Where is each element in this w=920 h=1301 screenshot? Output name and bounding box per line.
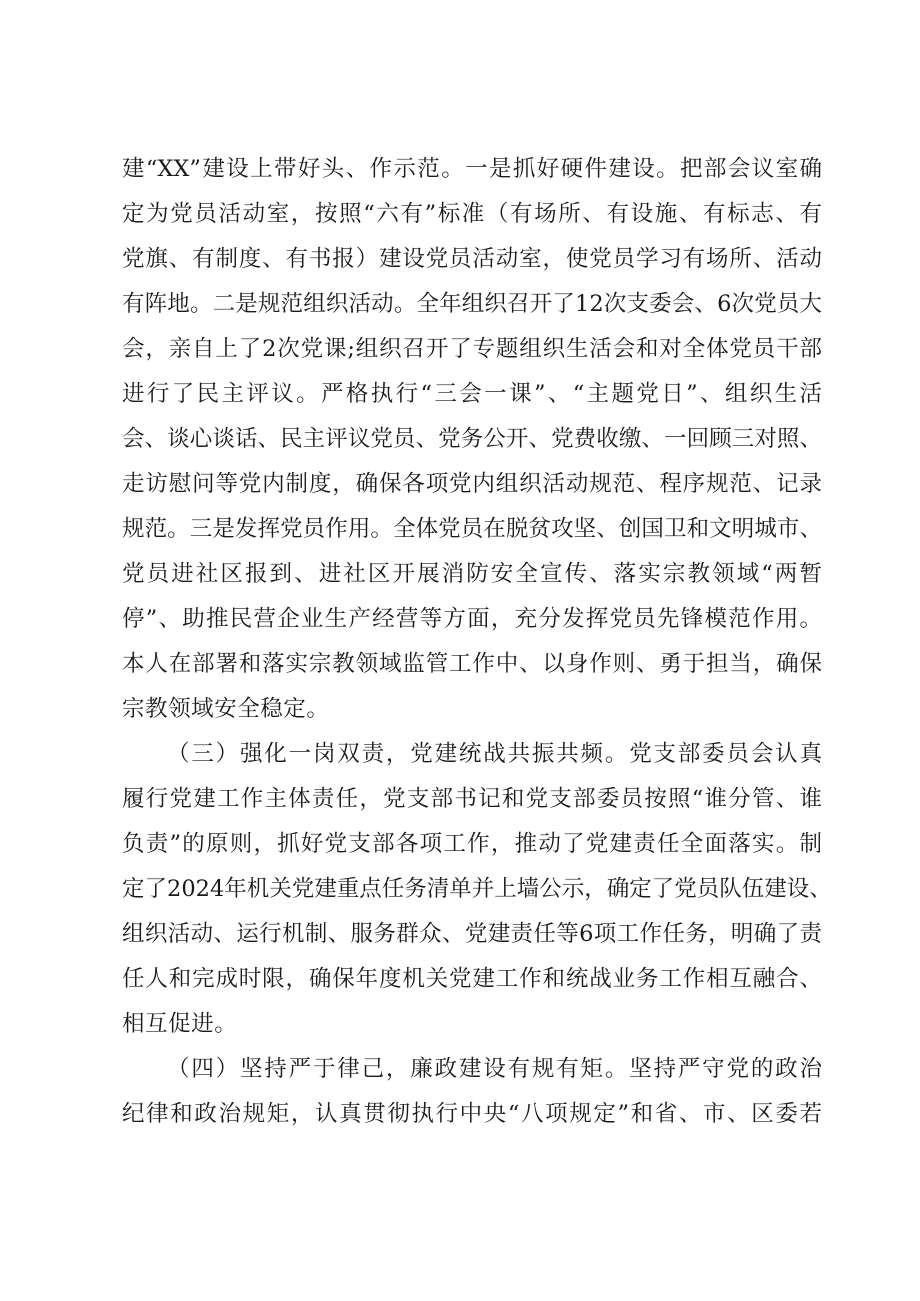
text-line: 负责”的原则，抓好党支部各项工作，推动了党建责任全面落实。制 (122, 831, 822, 857)
text-line: 本人在部署和落实宗教领域监管工作中、以身作则、勇于担当，确保 (122, 651, 822, 677)
text-line: 规范。三是发挥党员作用。全体党员在脱贫攻坚、创国卫和文明城市、 (122, 516, 822, 542)
text-line: 任人和完成时限，确保年度机关党建工作和统战业务工作相互融合、 (122, 966, 822, 992)
text-line: 定了2024年机关党建重点任务清单并上墙公示，确定了党员队伍建设、 (122, 876, 832, 902)
text-line: 定为党员活动室，按照“六有”标准（有场所、有设施、有标志、有 (122, 201, 822, 227)
text-line: 纪律和政治规矩，认真贯彻执行中央“八项规定”和省、市、区委若 (122, 1101, 822, 1127)
text-line: 党员进社区报到、进社区开展消防安全宣传、落实宗教领域“两暂 (122, 561, 822, 587)
text-line: 走访慰问等党内制度，确保各项党内组织活动规范、程序规范、记录 (122, 471, 822, 497)
text-line: 相互促进。 (122, 1011, 238, 1037)
text-line: 进行了民主评议。严格执行“三会一课”、“主题党日”、组织生活 (122, 381, 822, 407)
text-line: 停”、助推民营企业生产经营等方面，充分发挥党员先锋模范作用。 (122, 606, 822, 632)
text-line: 会、谈心谈话、民主评议党员、党务公开、党费收缴、一回顾三对照、 (122, 426, 822, 452)
text-line: 组织活动、运行机制、服务群众、党建责任等6项工作任务，明确了责 (122, 921, 822, 947)
text-line: 会，亲自上了2次党课;组织召开了专题组织生活会和对全体党员干部 (122, 336, 822, 362)
section-heading-4: （四）坚持严于律己，廉政建设有规有矩。坚持严守党的政治 (167, 1056, 822, 1082)
text-line: 履行党建工作主体责任，党支部书记和党支部委员按照“谁分管、谁 (122, 786, 822, 812)
section-heading-3: （三）强化一岗双责，党建统战共振共频。党支部委员会认真 (167, 741, 822, 767)
text-line: 党旗、有制度、有书报）建设党员活动室，使党员学习有场所、活动 (122, 246, 822, 272)
text-line: 有阵地。二是规范组织活动。全年组织召开了12次支委会、6次党员大 (122, 291, 822, 317)
text-line: 建“XX”建设上带好头、作示范。一是抓好硬件建设。把部会议室确 (122, 156, 822, 182)
text-line: 宗教领域安全稳定。 (122, 696, 330, 722)
